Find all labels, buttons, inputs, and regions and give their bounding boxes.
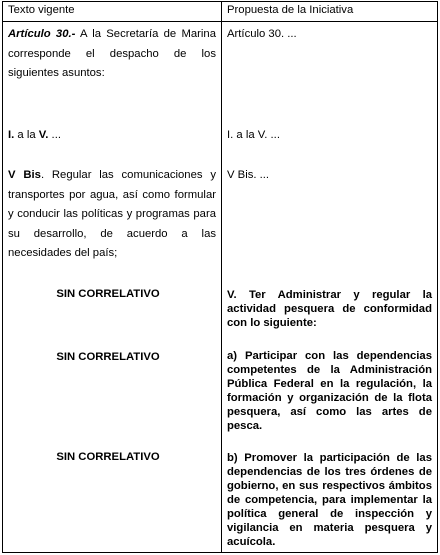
v-bis-text: . Regular las comunicaciones y transportes por agua, así como formular y conducir las políticas y programas para su desarrollo, de acuerdo a las necesidades del país; xyxy=(8,169,216,259)
item-a-proposal: a) Participar con las dependencias competentes de la Administración Pública Federal en la regulación, la formación y organización de la flota pesquera, así como las artes de pesca. xyxy=(227,350,432,432)
article-30-text: A la Secretaría de Marina corresponde el despacho de los siguientes asuntos: xyxy=(8,28,216,79)
v-ter-proposal: V. Ter Administrar y regular la actividad pesquera de conformidad con lo siguiente: xyxy=(227,289,432,329)
article-30-label: Artículo 30.- xyxy=(8,28,76,40)
sin-correlativo-3: SIN CORRELATIVO xyxy=(56,451,160,463)
header-current-text: Texto vigente xyxy=(3,2,222,22)
article-30-current xyxy=(3,25,221,84)
body-row xyxy=(3,22,438,553)
article-30-proposal: Artículo 30. ... xyxy=(227,28,297,40)
sin-correlativo-2: SIN CORRELATIVO xyxy=(56,351,160,363)
item-b-proposal: b) Promover la participación de las dependencias de los tres órdenes de gobierno, en sus respectivos ámbitos de competencia, para implementar la política general de inspección y vigilancia en materia pesquera y acuícola. xyxy=(227,452,432,548)
fraction-i-label: I. xyxy=(8,129,15,141)
fractions-i-v-current xyxy=(3,126,221,146)
proposal-column xyxy=(222,22,438,553)
header-proposal: Propuesta de la Iniciativa xyxy=(222,2,438,22)
fraction-connector: a la xyxy=(14,129,39,141)
current-text-column xyxy=(3,22,222,553)
sin-correlativo-1: SIN CORRELATIVO xyxy=(56,288,160,300)
fraction-ellipsis: ... xyxy=(48,129,61,141)
comparison-table xyxy=(2,1,438,553)
v-bis-label: V Bis xyxy=(8,169,41,181)
v-bis-current xyxy=(3,166,221,264)
header-row xyxy=(3,2,438,22)
fractions-i-v-proposal: I. a la V. ... xyxy=(227,129,280,141)
v-bis-proposal: V Bis. ... xyxy=(227,169,270,181)
fraction-v-label: V. xyxy=(38,129,49,141)
